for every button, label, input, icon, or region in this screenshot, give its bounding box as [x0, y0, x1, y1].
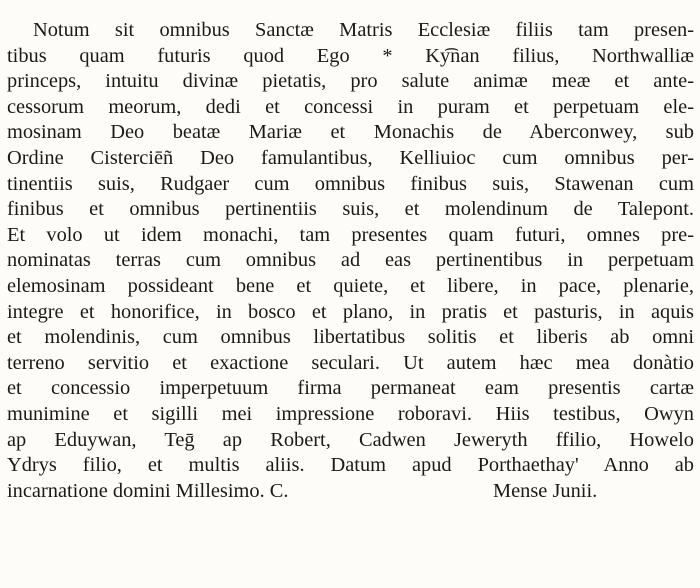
- text-line-13: et molendinis, cum omnibus libertatibus solitis et liberis ab omni: [7, 326, 694, 349]
- text-line-5: mosinam Deo beatæ Mariæ et Monachis de Aberconwey, sub: [7, 121, 694, 144]
- text-line-10: nominatas terras cum omnibus ad eas pertinentibus in perpetuam: [7, 249, 694, 272]
- text-line-8: finibus et omnibus pertinentiis suis, et molendinum de Talepont.: [7, 198, 694, 221]
- text-line-7: tinentiis suis, Rudgaer cum omnibus finibus suis, Stawenan cum: [7, 172, 694, 195]
- text-line-18: Ydrys filio, et multis aliis. Datum apud Porthaethay' Anno ab: [7, 454, 694, 477]
- text-line-11: elemosinam possideant bene et quiete, et libere, in pace, plenarie,: [7, 274, 694, 297]
- text-line-16: munimine et sigilli mei impressione roboravi. Hiis testibus, Owyn: [7, 402, 694, 425]
- text-line-4: cessorum meorum, dedi et concessi in puram et perpetuam ele-: [7, 95, 694, 118]
- text-line-2: tibus quam futuris quod Ego * Ky͡nan filius, Northwalliæ: [7, 44, 694, 67]
- text-line-17: ap Eduywan, Teḡ ap Robert, Cadwen Jeweryth ffilio, Howelo: [7, 428, 694, 451]
- text-line-19: [7, 479, 694, 505]
- text-line-1: Notum sit omnibus Sanctæ Matris Ecclesiæ filiis tam presen-: [33, 19, 694, 41]
- text-line-14: terreno servitio et exactione seculari. Ut autem hæc mea donàtio: [7, 351, 694, 374]
- last-line-end: Mense Junii.: [493, 479, 598, 502]
- text-line-12: integre et honorifice, in bosco et plano, in pratis et pasturis, in aquis: [7, 300, 694, 323]
- text-line-3: princeps, intuitu divinæ pietatis, pro salute animæ meæ et ante-: [7, 70, 694, 93]
- text-line-6: Ordine Cisterciēñ Deo famulantibus, Kelliuioc cum omnibus per-: [7, 146, 694, 169]
- text-line-15: et concessio imperpetuum firma permaneat eam presentis cartæ: [7, 377, 694, 400]
- text-line-9: Et volo ut idem monachi, tam presentes quam futuri, omnes pre-: [7, 223, 694, 246]
- last-line-start: incarnatione domini Millesimo. C.: [7, 479, 289, 502]
